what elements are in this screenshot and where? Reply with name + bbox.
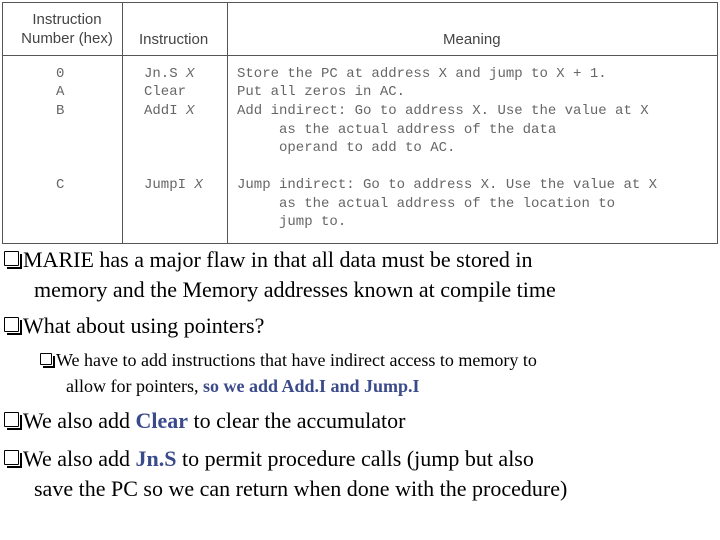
header-meaning: Meaning: [443, 31, 501, 48]
bullet-box-icon: [4, 317, 19, 332]
bullet-marie-flaw: MARIE has a major flaw in that all data must be stored in memory and the Memory addresses known at compile time: [4, 245, 556, 305]
header-instruction: Instruction: [139, 31, 209, 48]
row-meaning: Add indirect: Go to address X. Use the value at X as the actual address of the data operand to add to AC.: [237, 103, 649, 156]
bullet-box-icon: [4, 251, 19, 266]
row-meaning: Store the PC at address X and jump to X + 1.: [237, 66, 607, 82]
row-number: C: [56, 177, 65, 193]
row-instruction: Jn.S X: [144, 66, 195, 82]
header-text: Instruction: [32, 11, 102, 28]
table-header: [3, 3, 717, 56]
header-instruction-number: [13, 10, 121, 48]
row-meaning: Put all zeros in AC.: [237, 84, 406, 100]
sub-bullet-indirect: We have to add instructions that have indirect access to memory to allow for pointers, so we add Add.I and Jump.I: [40, 347, 537, 399]
header-text: Number (hex): [21, 30, 113, 47]
column-divider: [227, 3, 228, 243]
row-number: B: [56, 103, 65, 119]
bullet-clear: We also add Clear to clear the accumulator: [4, 406, 405, 436]
row-meaning: Jump indirect: Go to address X. Use the value at X as the actual address of the location to jump to.: [237, 177, 658, 230]
bullet-box-icon: [4, 450, 19, 465]
row-number: 0: [56, 66, 65, 82]
bullet-box-icon: [40, 353, 52, 365]
row-number: A: [56, 84, 65, 100]
bullet-box-icon: [4, 412, 19, 427]
column-divider: [122, 3, 123, 243]
row-instruction: AddI X: [144, 103, 195, 119]
row-instruction: Clear: [144, 84, 187, 100]
bullet-pointers: What about using pointers?: [4, 311, 264, 341]
instruction-table: [2, 2, 718, 244]
row-instruction: JumpI X: [144, 177, 203, 193]
bullet-jns: We also add Jn.S to permit procedure calls (jump but also save the PC so we can return when done with the procedure): [4, 444, 567, 504]
